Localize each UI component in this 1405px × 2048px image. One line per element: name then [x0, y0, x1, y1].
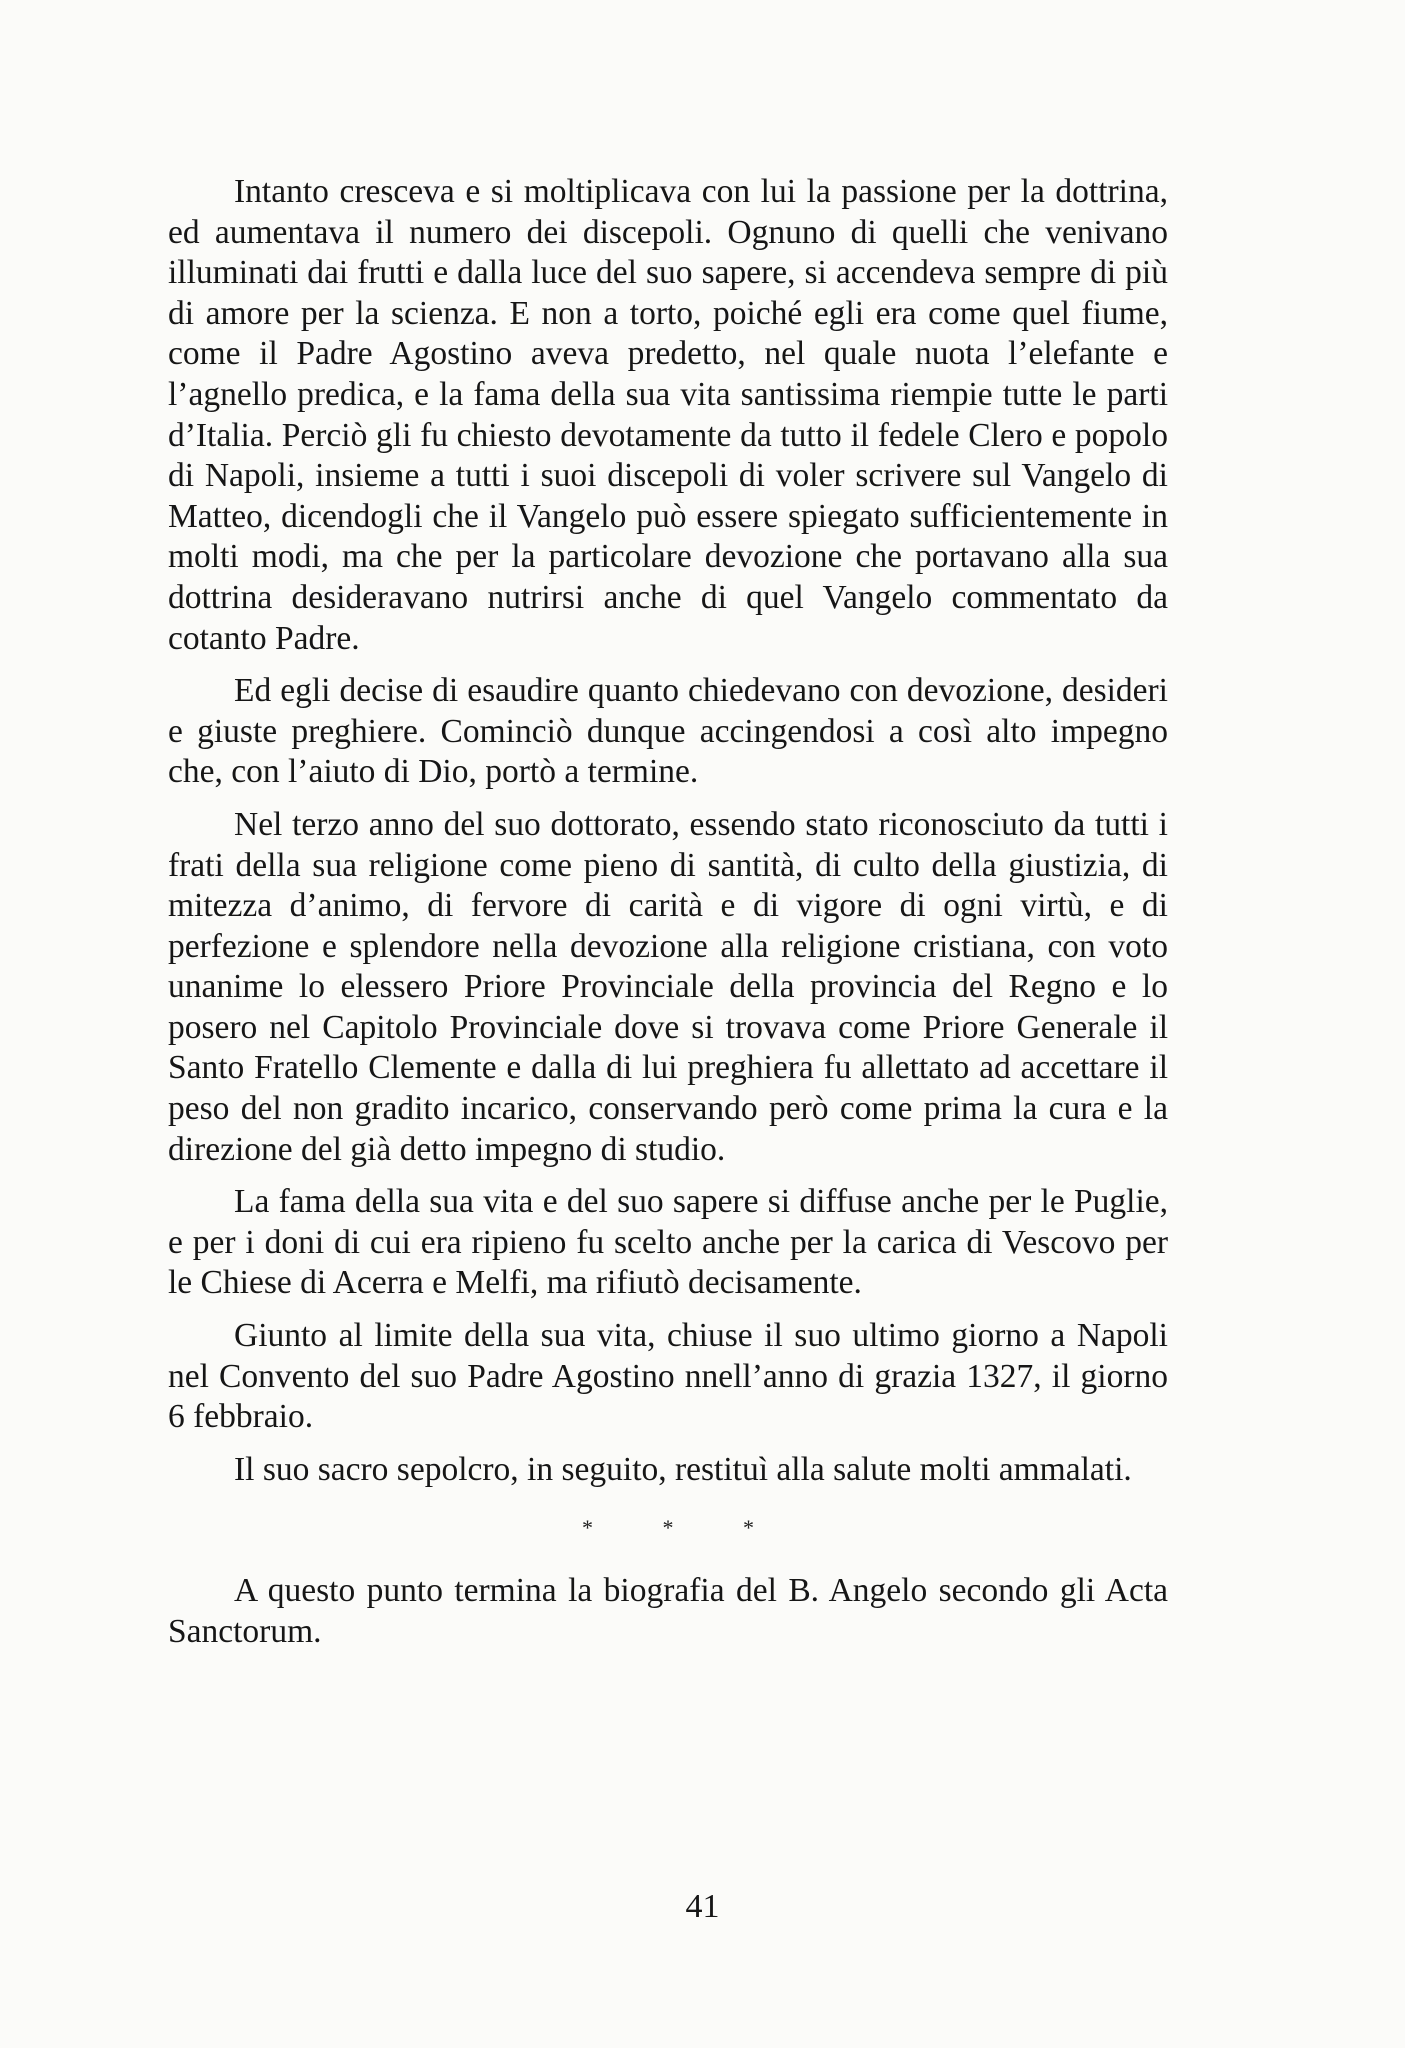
section-separator: * * *: [582, 1515, 786, 1541]
page-number: 41: [685, 1888, 720, 1925]
paragraph-teaching: Intanto cresceva e si moltiplicava con lui la passione per la dottrina, ed aumentava il numero dei discepoli. Ognuno di quelli che venivano illuminati dai frutti e dalla luce del suo sapere, si accendeva sempre di più di amore per la scienza. E non a torto, poiché egli era come quel fiume, come il Padre Agostino aveva predetto, nel quale nuota l’elefante e l’agnello predica, e la fama della sua vita santissima riempie tutte le parti d’Italia. Perciò gli fu chiesto devotamente da tutto il fedele Clero e popolo di Napoli, insieme a tutti i suoi discepoli di voler scrivere sul Vangelo di Matteo, dicendogli che il Vangelo può essere spiegato sufficientemente in molti modi, ma che per la particolare devozione che portavano alla sua dottrina desideravano nutrirsi anche di quel Vangelo commentato da cotanto Padre.: [168, 173, 1168, 657]
paragraph-death: Giunto al limite della sua vita, chiuse il suo ultimo giorno a Napoli nel Convento del suo Padre Agostino nnell’anno di grazia 1327, il giorno 6 febbraio.: [168, 1317, 1168, 1436]
paragraph-decision: Ed egli decise di esaudire quanto chiedevano con devozione, desideri e giuste preghiere. Cominciò dunque accingendosi a così alto impegno che, con l’aiuto di Dio, portò a termine.: [168, 672, 1168, 791]
paragraph-provincial: Nel terzo anno del suo dottorato, essendo stato riconosciuto da tutti i frati della sua religione come pieno di santità, di culto della giustizia, di mitezza d’animo, di fervore di carità e di vigore di ogni virtù, e di perfezione e splendore nella devozione alla religione cristiana, con voto unanime lo elessero Priore Provinciale della provincia del Regno e lo posero nel Capitolo Provinciale dove si trovava come Priore Generale il Santo Fratello Clemente e dalla di lui preghiera fu allettato ad accettare il peso del non gradito incarico, conservando però come prima la cura e la direzione del già detto impegno di studio.: [168, 805, 1168, 1168]
paragraph-sepulchre: Il suo sacro sepolcro, in seguito, restituì alla salute molti ammalati.: [234, 1450, 1132, 1488]
body-text: [168, 172, 1168, 1664]
paragraph-closing: A questo punto termina la biografia del B. Angelo secondo gli Acta Sanctorum.: [168, 1572, 1168, 1650]
paragraph-fame: La fama della sua vita e del suo sapere si diffuse anche per le Puglie, e per i doni di cui era ripieno fu scelto anche per la carica di Vescovo per le Chiese di Acerra e Melfi, ma rifiutò decisamente.: [168, 1183, 1168, 1302]
